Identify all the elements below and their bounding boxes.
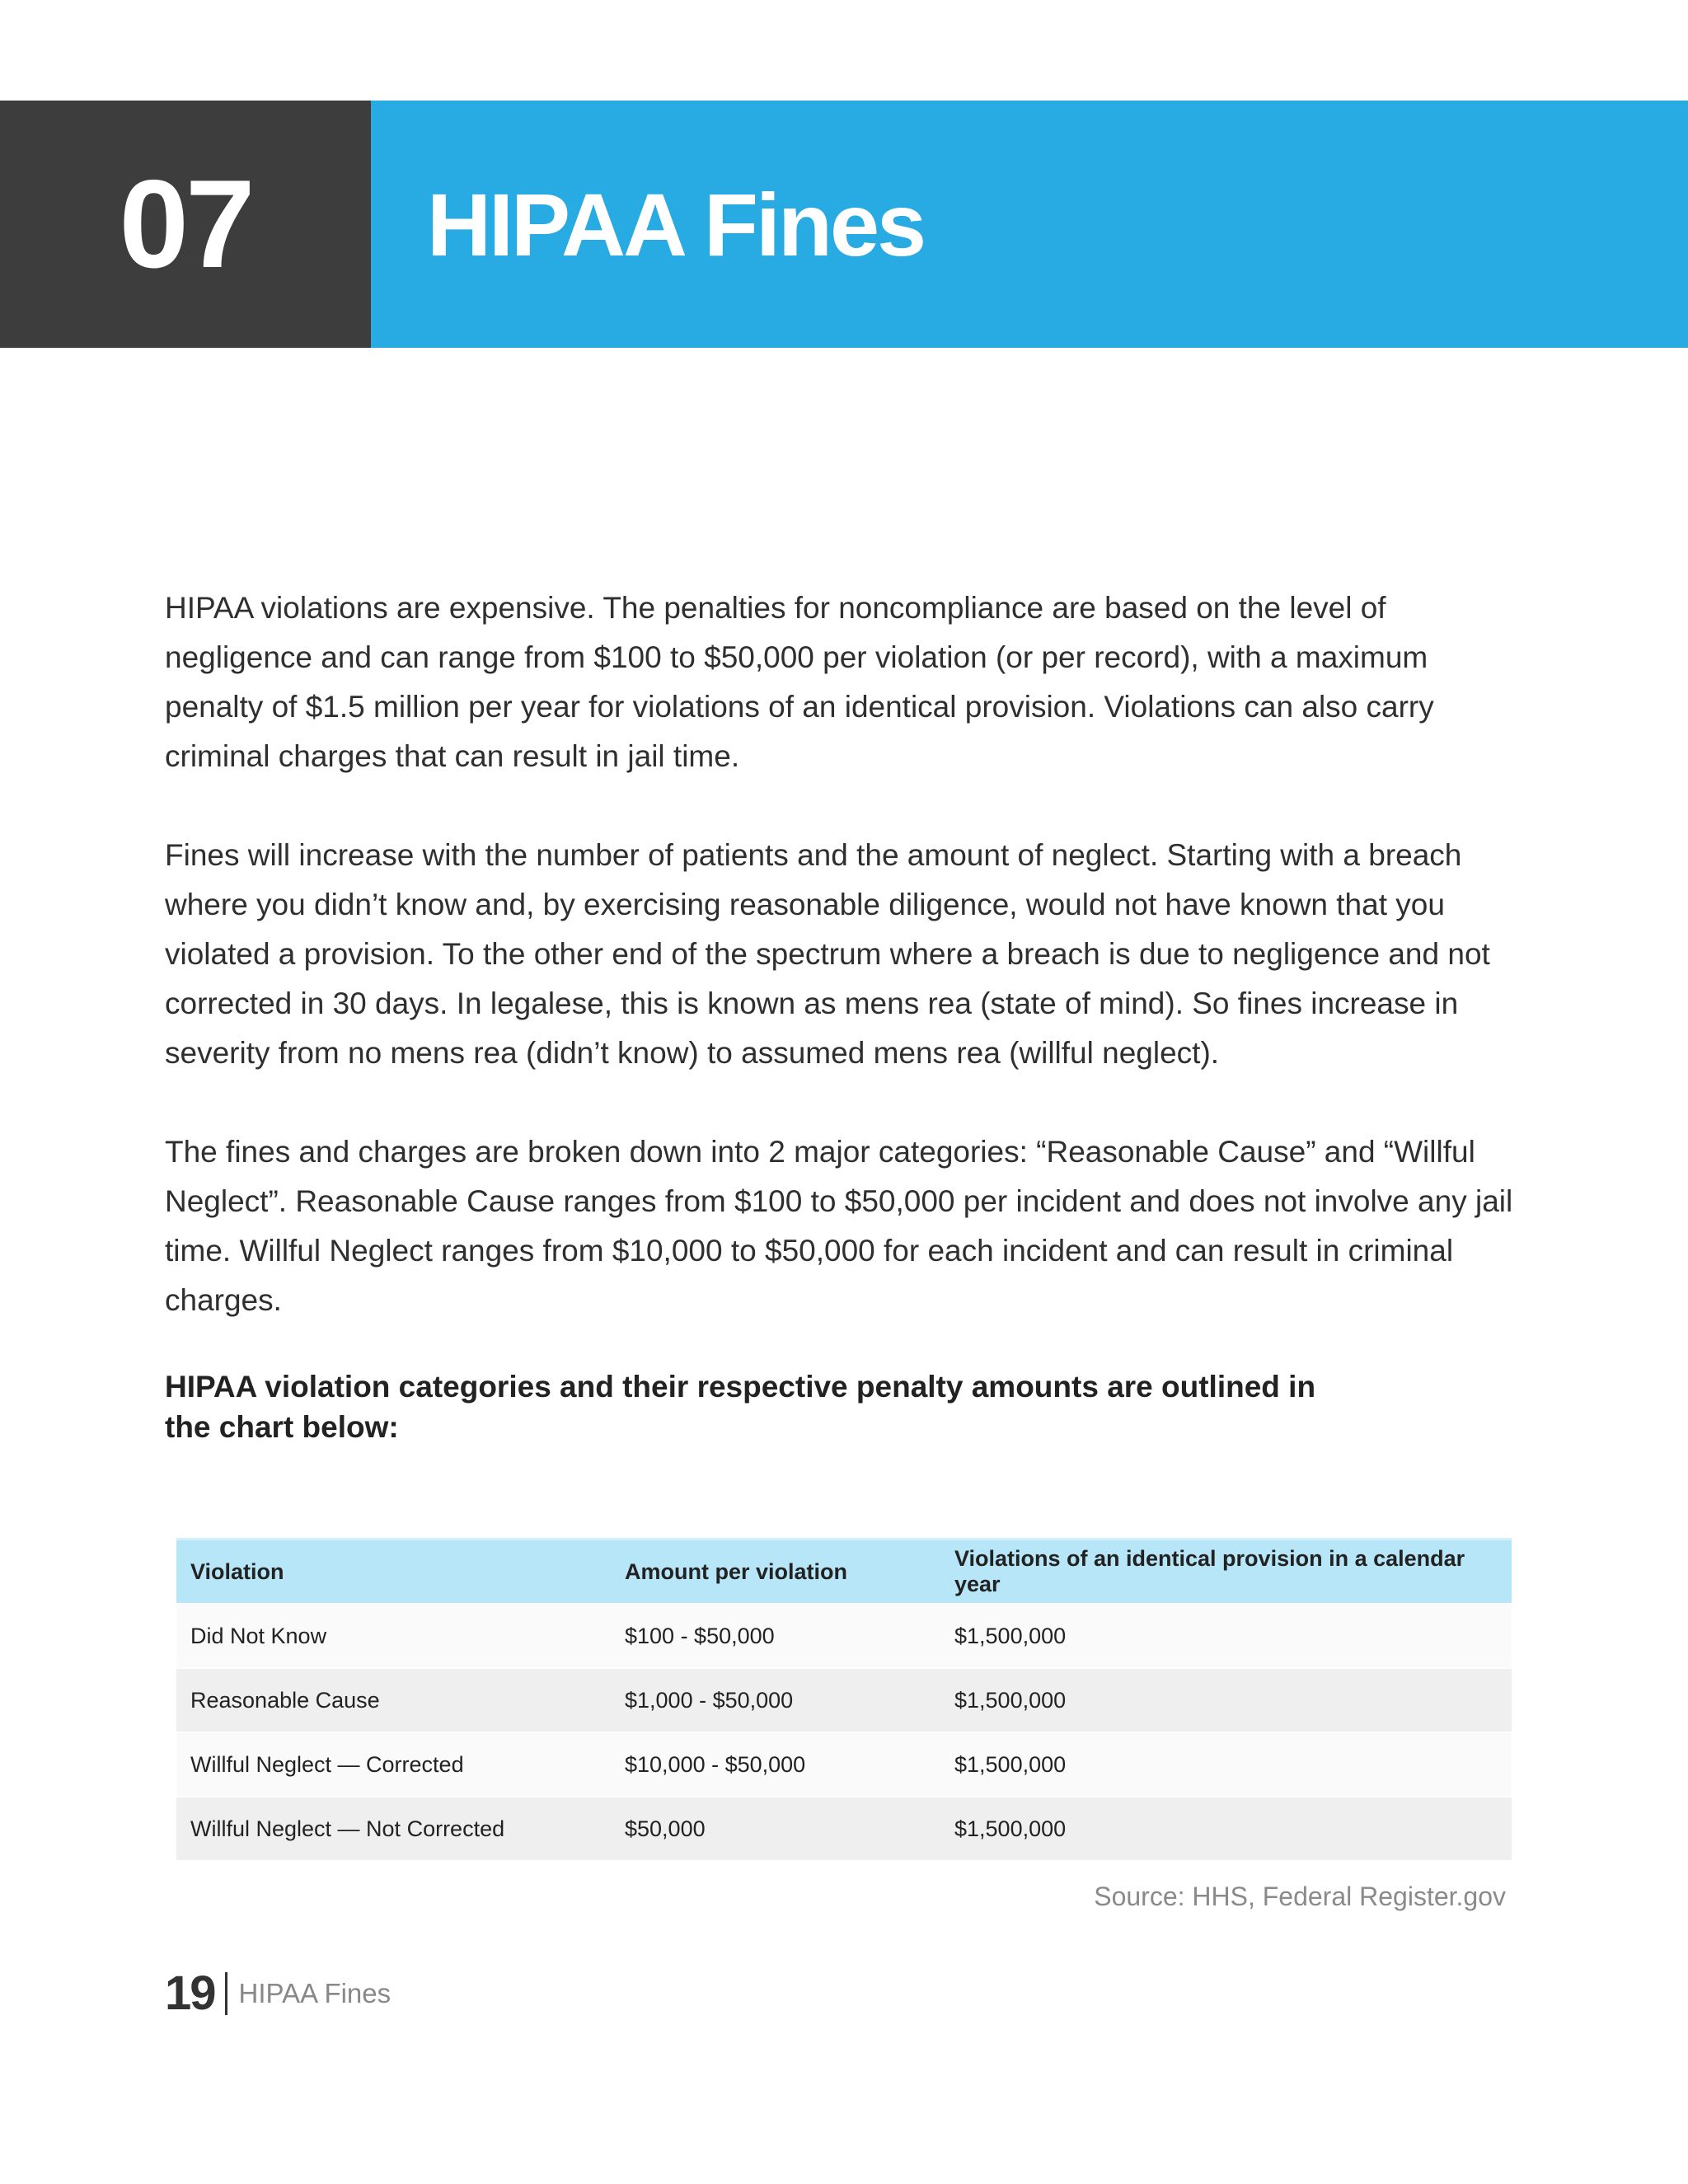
table-row xyxy=(176,1732,1512,1797)
table-source: Source: HHS, Federal Register.gov xyxy=(1094,1882,1506,1911)
penalty-table xyxy=(176,1538,1512,1860)
paragraph: Fines will increase with the number of patients and the amount of neglect. Starting with a breach where you didn’t know and, by exercising reasonable diligence, would not have known that you violated a provision. To the other end of the spectrum where a breach is due to negligence and not corrected in 30 days. In legalese, this is known as mens rea (state of mind). So fines increase in severity from no mens rea (didn’t know) to assumed mens rea (willful neglect). xyxy=(165,838,1490,1070)
page-footer xyxy=(165,1966,391,2021)
chapter-number: 07 xyxy=(0,101,371,348)
body-content xyxy=(165,583,1533,1447)
table-row xyxy=(176,1604,1512,1668)
column-header-violation: Violation xyxy=(176,1540,611,1605)
amount-cell: $50,000 xyxy=(611,1797,940,1860)
paragraph: The fines and charges are broken down into 2 major categories: “Reasonable Cause” and “Willful Neglect”. Reasonable Cause ranges from $100 to $50,000 per incident and does not involve any jail time. Willful Neglect ranges from $10,000 to $50,000 for each incident and can result in criminal charges. xyxy=(165,1135,1513,1317)
column-header-annual-max: Violations of an identical provision in a calendar year xyxy=(940,1540,1512,1605)
chapter-title: HIPAA Fines xyxy=(371,101,1688,348)
table-header-row xyxy=(176,1540,1512,1605)
table-row xyxy=(176,1797,1512,1860)
annual-max-cell: $1,500,000 xyxy=(940,1797,1512,1860)
annual-max-cell: $1,500,000 xyxy=(940,1604,1512,1668)
footer-section-title: HIPAA Fines xyxy=(238,1977,392,2008)
amount-cell: $1,000 - $50,000 xyxy=(611,1668,940,1732)
paragraph: HIPAA violations are expensive. The penalties for noncompliance are based on the level of negligence and can range from $100 to $50,000 per violation (or per record), with a maximum penalty of $1.5 million per year for violations of an identical provision. Violations can also carry criminal charges that can result in jail time. xyxy=(165,591,1434,773)
penalty-table-container xyxy=(176,1538,1512,1860)
footer-divider xyxy=(225,1972,227,2015)
violation-cell: Did Not Know xyxy=(176,1604,611,1668)
amount-cell: $10,000 - $50,000 xyxy=(611,1732,940,1797)
table-lead-text: HIPAA violation categories and their respective penalty amounts are outlined in the chart below: xyxy=(165,1370,1316,1444)
violation-cell: Reasonable Cause xyxy=(176,1668,611,1732)
violation-cell: Willful Neglect — Corrected xyxy=(176,1732,611,1797)
column-header-amount: Amount per violation xyxy=(611,1540,940,1605)
annual-max-cell: $1,500,000 xyxy=(940,1668,1512,1732)
table-row xyxy=(176,1668,1512,1732)
violation-cell: Willful Neglect — Not Corrected xyxy=(176,1797,611,1860)
chapter-header xyxy=(0,101,1688,348)
amount-cell: $100 - $50,000 xyxy=(611,1604,940,1668)
annual-max-cell: $1,500,000 xyxy=(940,1732,1512,1797)
page-number: 19 xyxy=(165,1966,215,2020)
